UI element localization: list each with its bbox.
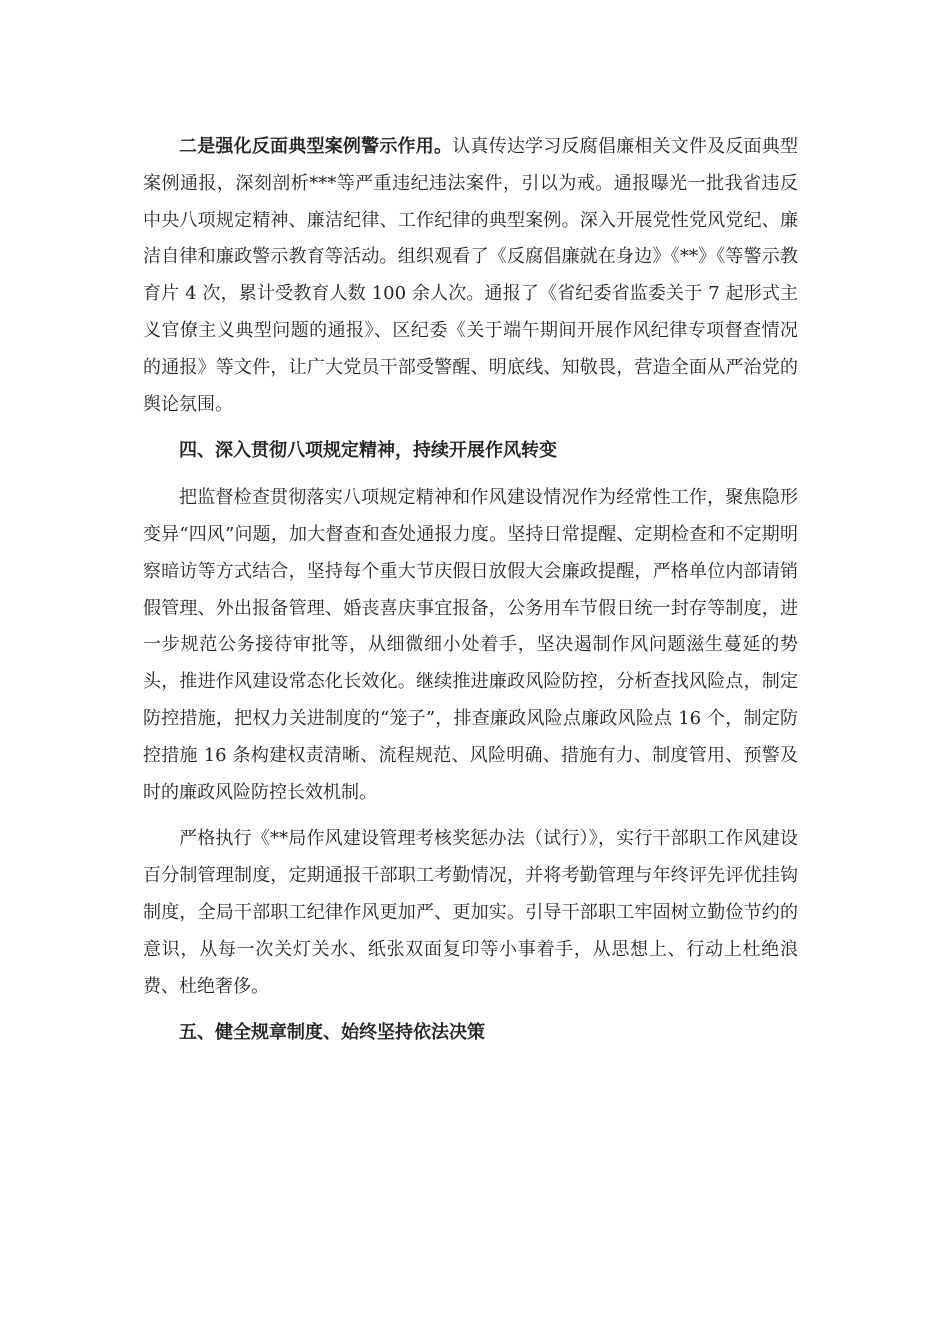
paragraph-lead: 二是强化反面典型案例警示作用。: [179, 136, 453, 157]
section-heading-four: 四、深入贯彻八项规定精神，持续开展作风转变: [179, 440, 557, 462]
paragraph-warning-cases: [143, 129, 798, 423]
paragraph-assessment: 严格执行《**局作风建设管理考核奖惩办法（试行）》，实行干部职工作风建设百分制管理制度，定期通报干部职工考勤情况，并将考勤管理与年终评先评优挂钩制度，全局干部职工纪律作风更加严、更加实。引导干部职工牢固树立勤俭节约的意识，从每一次关灯关水、纸张双面复印等小事着手，从思想上、行动上杜绝浪费、杜绝奢侈。: [143, 828, 798, 997]
section-heading-five: 五、健全规章制度、始终坚持依法决策: [179, 1022, 485, 1044]
paragraph-eight-regulations: 把监督检查贯彻落实八项规定精神和作风建设情况作为经常性工作，聚焦隐形变异“四风”问题，加大督查和查处通报力度。坚持日常提醒、定期检查和不定期明察暗访等方式结合，坚持每个重大节庆假日放假大会廉政提醒，严格单位内部请销假管理、外出报备管理、婚丧喜庆事宜报备，公务用车节假日统一封存等制度，进一步规范公务接待审批等，从细微细小处着手，坚决遏制作风问题滋生蔓延的势头，推进作风建设常态化长效化。继续推进廉政风险防控，分析查找风险点，制定防控措施，把权力关进制度的“笼子”，排查廉政风险点廉政风险点 16 个，制定防控措施 16 条构建权责清晰、流程规范、风险明确、措施有力、制度管用、预警及时的廉政风险防控长效机制。: [143, 487, 798, 803]
document-body: [143, 129, 798, 1052]
paragraph-text: 认真传达学习反腐倡廉相关文件及反面典型案例通报，深刻剖析***等严重违纪违法案件，引以为戒。通报曝光一批我省违反中央八项规定精神、廉洁纪律、工作纪律的典型案例。深入开展党性党风党纪、廉洁自律和廉政警示教育等活动。组织观看了《反腐倡廉就在身边》《**》《等警示教育片 4 次，累计受教育人数 100 余人次。通报了《省纪委省监委关于 7 起形式主义官僚主义典型问题的通报》、区纪委《关于端午期间开展作风纪律专项督查情况的通报》等文件，让广大党员干部受警醒、明底线、知敬畏，营造全面从严治党的舆论氛围。: [143, 136, 799, 415]
